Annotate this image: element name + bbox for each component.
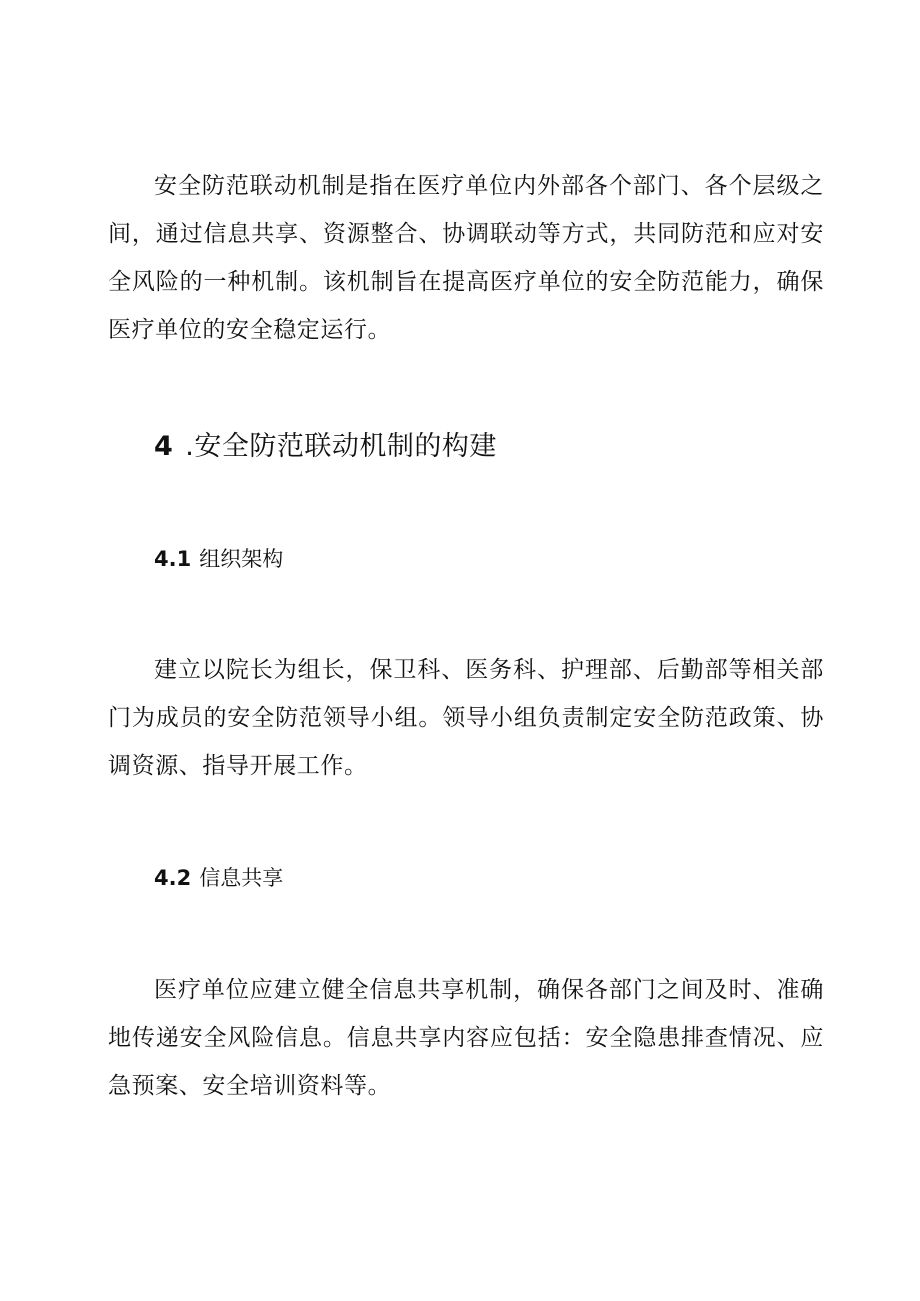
section-heading	[154, 430, 497, 464]
info-sharing-paragraph: 医疗单位应建立健全信息共享机制，确保各部门之间及时、准确地传递安全风险信息。信息共享内容应包括：安全隐患排查情况、应急预案、安全培训资料等。	[108, 977, 824, 1099]
subsection-heading-org	[154, 545, 283, 573]
subsection-title: 组织架构	[199, 547, 284, 571]
subsection-title: 信息共享	[199, 866, 284, 890]
section-number: 4	[154, 431, 174, 462]
section-title: .安全防范联动机制的构建	[185, 431, 497, 462]
org-paragraph: 建立以院长为组长，保卫科、医务科、护理部、后勤部等相关部门为成员的安全防范领导小组。领导小组负责制定安全防范政策、协调资源、指导开展工作。	[108, 657, 824, 779]
intro-paragraph: 安全防范联动机制是指在医疗单位内外部各个部门、各个层级之间，通过信息共享、资源整合、协调联动等方式，共同防范和应对安全风险的一种机制。该机制旨在提高医疗单位的安全防范能力，确保医疗单位的安全稳定运行。	[108, 173, 824, 343]
subsection-heading-info	[154, 864, 283, 892]
subsection-number: 4.1	[154, 547, 192, 571]
subsection-number: 4.2	[154, 866, 192, 890]
